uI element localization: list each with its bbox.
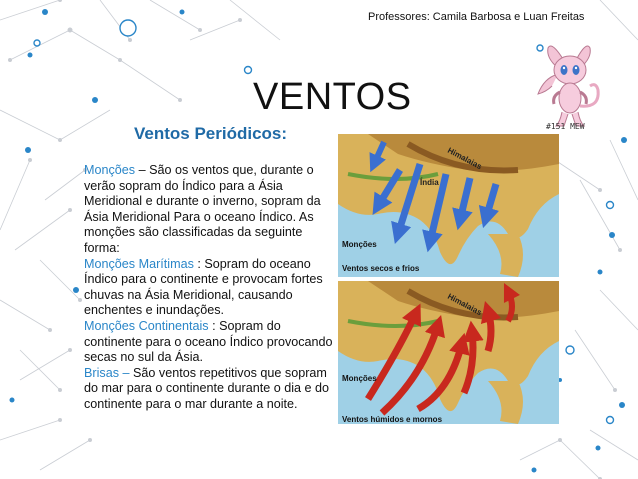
term-moncoes: Monções (84, 163, 136, 177)
text-moncoes: – São os ventos que, durante o verão sopram do Índico para a Ásia Meridional e durante o inverno, sopram da Ásia Meridional Para o oceano Índico. As monções são classificadas da seguinte forma: (84, 163, 321, 255)
teacher-credit: Professores: Camila Barbosa e Luan Freitas (368, 11, 585, 23)
term-moncoes-continentais: Monções Continentais (84, 318, 209, 333)
slide-title: VENTOS (253, 76, 412, 118)
monsoon-maps (338, 134, 559, 424)
map-bottom-caption-winds: Ventos húmidos e mornos (342, 415, 443, 424)
text-brisas: São ventos repetitivos que sopram do mar para o continente durante o dia e do continente para o mar durante a noite. (84, 365, 330, 411)
summer-monsoon-map (338, 281, 559, 424)
text-moncoes-continentais: : Sopram do continente para o oceano Índico provocando secas no sul da Ásia. (84, 318, 333, 365)
map-bottom-caption-moncoes: Monções (342, 374, 377, 383)
section-heading: Ventos Periódicos: (134, 124, 288, 143)
map-bottom-place-himalaias: Himalaias (446, 291, 484, 318)
map-top-place-india: Índia (420, 178, 439, 187)
map-top-place-himalaias: Himalaias (446, 145, 484, 172)
term-brisas: Brisas – (84, 365, 130, 380)
monsoon-description (84, 163, 336, 413)
mascot-illustration (530, 34, 606, 134)
term-moncoes-maritimas: Monções Marítimas (84, 256, 194, 271)
map-top-caption-winds: Ventos secos e frios (342, 264, 420, 273)
text-moncoes-maritimas: : Sopram do oceano Índico para o continente e provocam fortes chuvas na Ásia Meridional, causando enchentes e inundações. (84, 256, 323, 318)
map-top-caption-moncoes: Monções (342, 240, 377, 249)
mascot-label: #151 MEW (546, 122, 585, 131)
